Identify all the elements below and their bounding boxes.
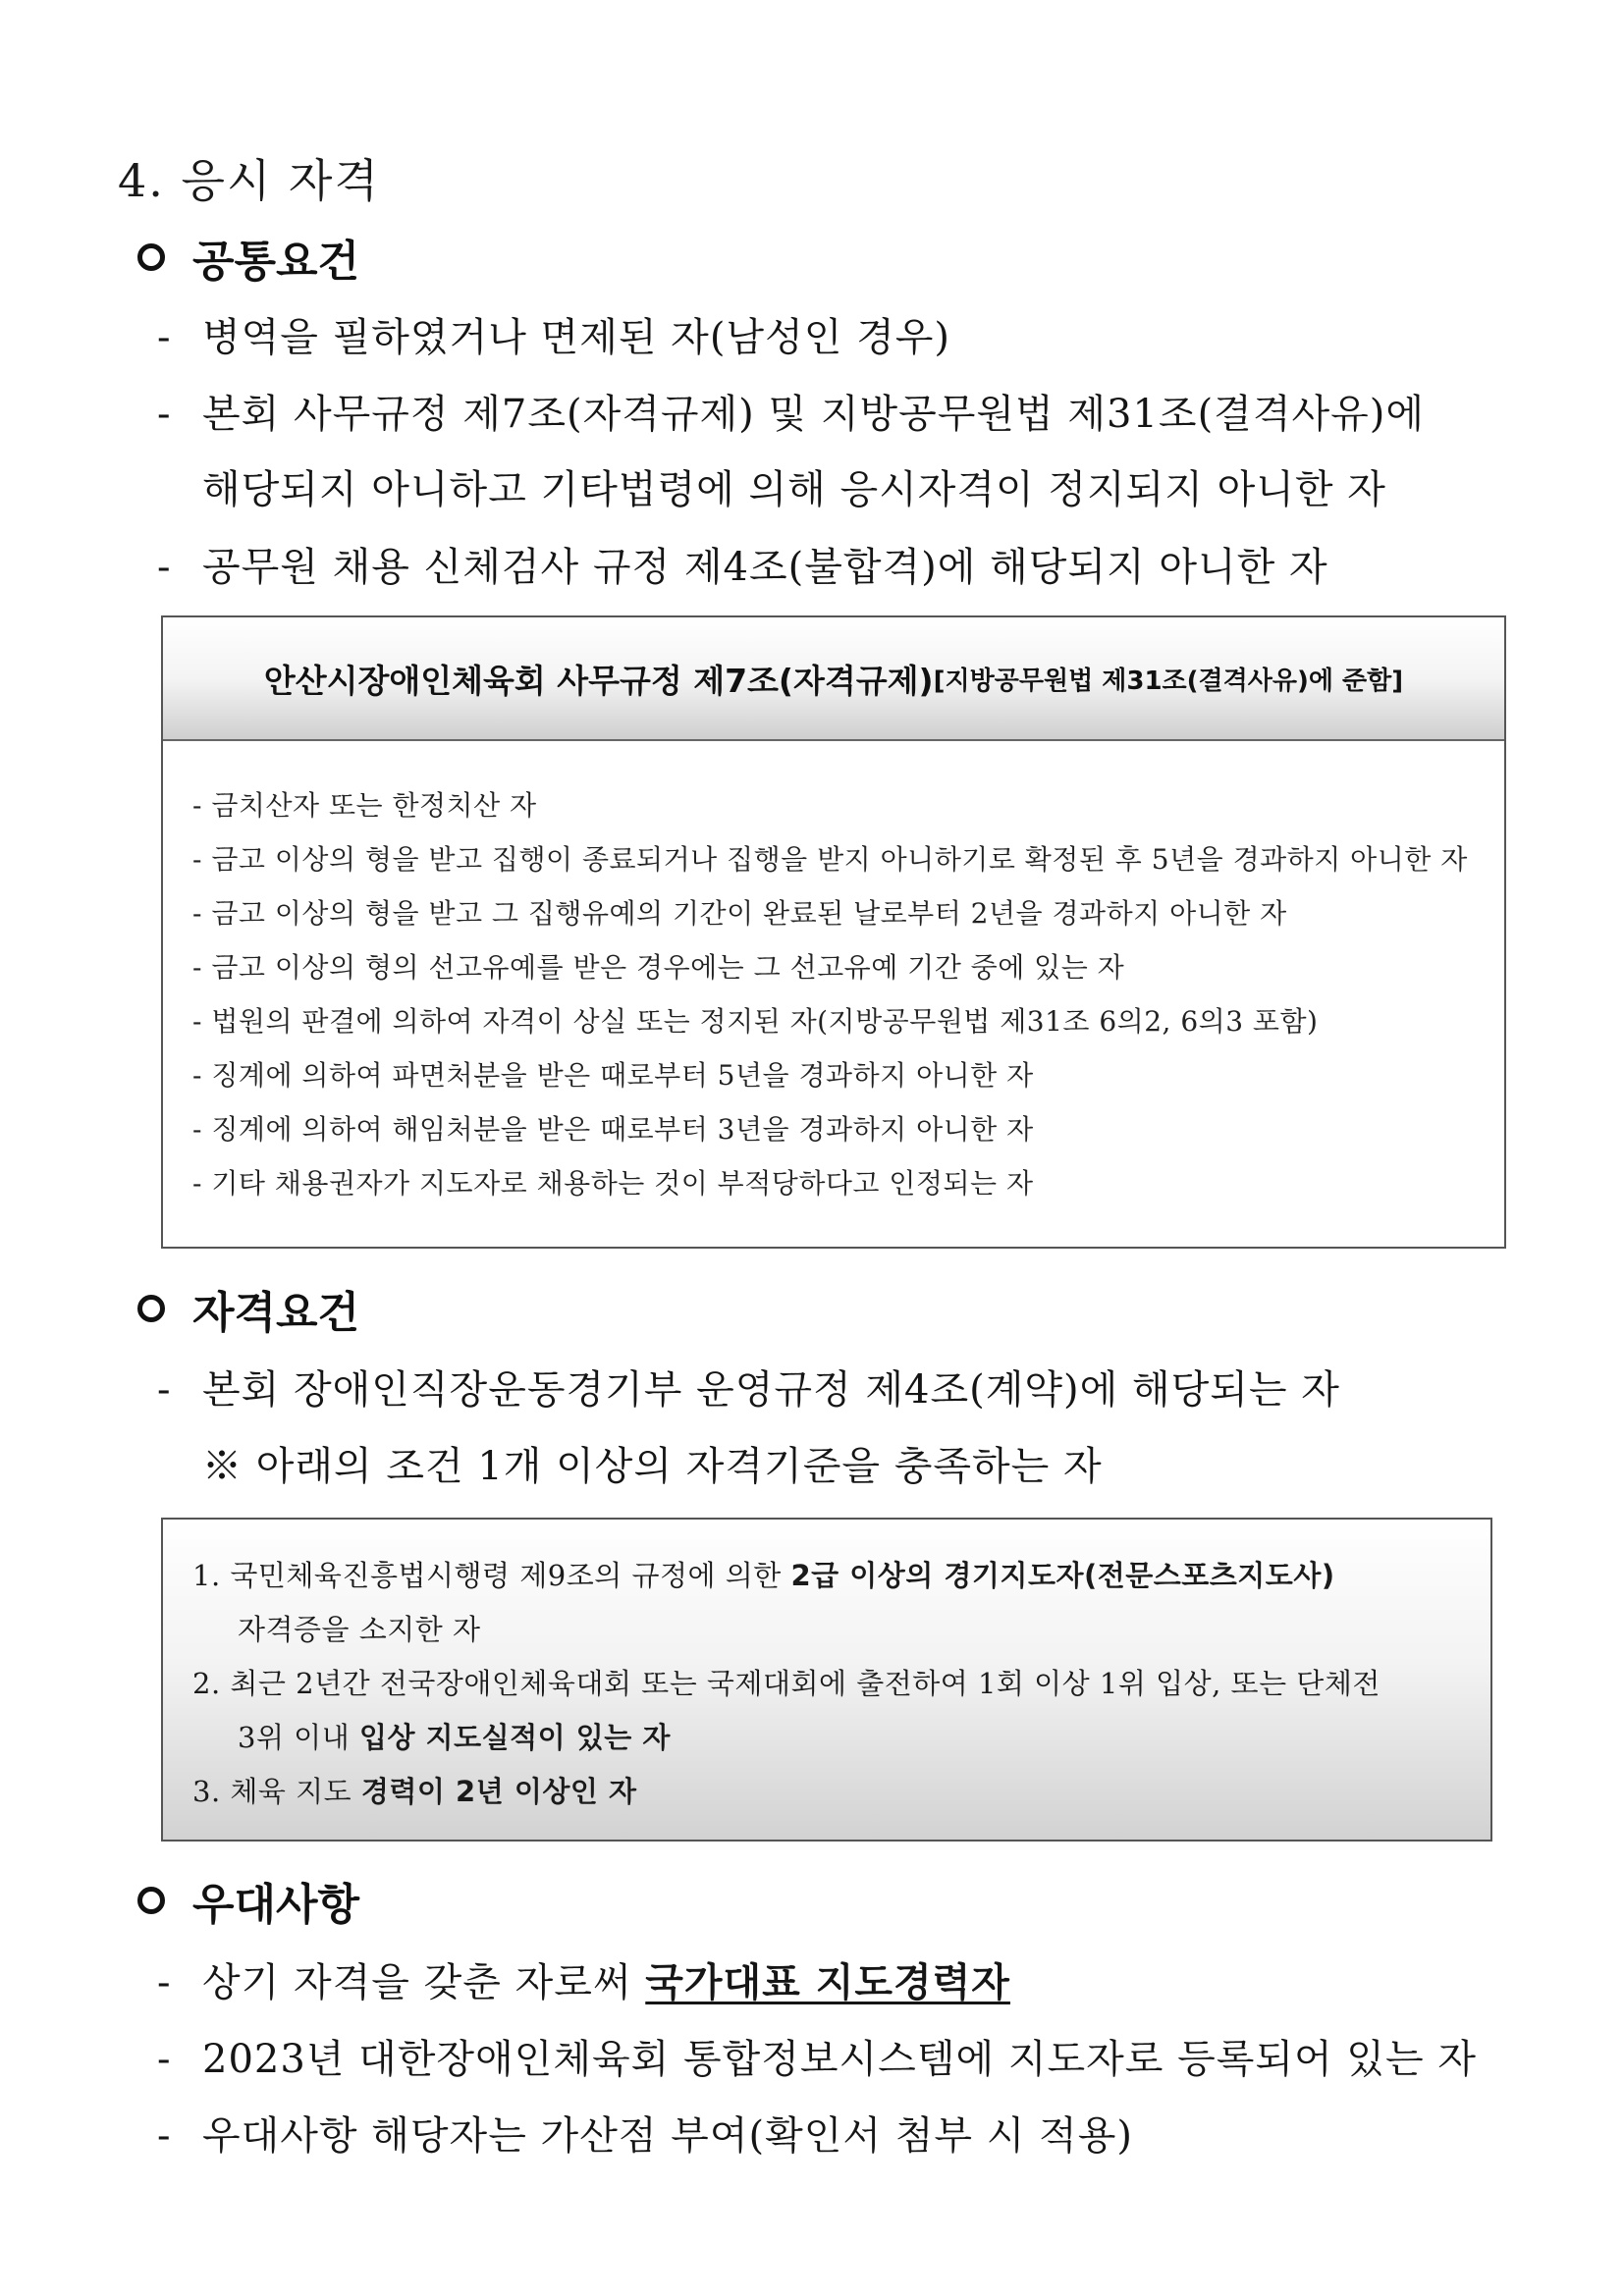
common-item: - 병역을 필하였거나 면제된 자(남성인 경우) <box>157 315 950 360</box>
qualification-note: ※ 아래의 조건 1개 이상의 자격기준을 충족하는 자 <box>202 1444 1103 1489</box>
criteria-item-continuation: 자격증을 소지한 자 <box>238 1613 481 1646</box>
disqualification-item: - 법원의 판결에 의하여 자격이 상실 또는 정지된 자(지방공무원법 제31조 6의2, 6의3 포함) <box>192 1005 1319 1038</box>
national-team-coach-highlight: 국가대표 지도경력자 <box>645 1960 1010 2005</box>
criteria-box <box>161 1518 1492 1842</box>
criteria-item: 3. 체육 지도 경력이 2년 이상인 자 <box>192 1775 637 1808</box>
common-item: - 공무원 채용 신체검사 규정 제4조(불합격)에 해당되지 아니한 자 <box>157 545 1328 590</box>
preference-item: - 우대사항 해당자는 가산점 부여(확인서 첨부 시 적용) <box>157 2113 1133 2159</box>
circle-bullet-icon <box>137 1887 165 1914</box>
preference-item: - 2023년 대한장애인체육회 통합정보시스템에 지도자로 등록되어 있는 자 <box>157 2037 1478 2082</box>
common-item: - 본회 사무규정 제7조(자격규제) 및 지방공무원법 제31조(결격사유)에 <box>157 392 1425 437</box>
disqualification-item: - 징계에 의하여 해임처분을 받은 때로부터 3년을 경과하지 아니한 자 <box>192 1113 1034 1146</box>
common-heading <box>137 226 359 289</box>
disqualification-item: - 금치산자 또는 한정치산 자 <box>192 789 537 822</box>
qualification-heading-text: 자격요건 <box>192 1288 360 1338</box>
section-title: 4. 응시 자격 <box>118 154 380 207</box>
preference-heading <box>137 1869 359 1932</box>
common-item-continuation: 해당되지 아니하고 기타법령에 의해 응시자격이 정지되지 아니한 자 <box>202 467 1386 512</box>
qualification-item: - 본회 장애인직장운동경기부 운영규정 제4조(계약)에 해당되는 자 <box>157 1367 1340 1413</box>
disqualification-item: - 금고 이상의 형을 받고 집행이 종료되거나 집행을 받지 아니하기로 확정된 후 5년을 경과하지 아니한 자 <box>192 843 1468 876</box>
preference-item: - 상기 자격을 갖춘 자로써 국가대표 지도경력자 <box>157 1960 1010 2005</box>
disqualification-item: - 금고 이상의 형의 선고유예를 받은 경우에는 그 선고유예 기간 중에 있는 자 <box>192 951 1125 984</box>
preference-heading-text: 우대사항 <box>192 1880 360 1930</box>
criteria-item: 1. 국민체육진흥법시행령 제9조의 규정에 의한 2급 이상의 경기지도자(전문스포츠지도사) <box>192 1559 1335 1592</box>
common-heading-text: 공통요건 <box>192 237 360 287</box>
qualification-heading <box>137 1277 359 1340</box>
criteria-item-continuation: 3위 이내 입상 지도실적이 있는 자 <box>238 1721 671 1754</box>
disqualification-box <box>161 615 1506 1249</box>
disqualification-item: - 징계에 의하여 파면처분을 받은 때로부터 5년을 경과하지 아니한 자 <box>192 1059 1034 1092</box>
circle-bullet-icon <box>137 1295 165 1322</box>
disqualification-item: - 금고 이상의 형을 받고 그 집행유예의 기간이 완료된 날로부터 2년을 경과하지 아니한 자 <box>192 897 1287 930</box>
criteria-item: 2. 최근 2년간 전국장애인체육대회 또는 국제대회에 출전하여 1회 이상 1위 입상, 또는 단체전 <box>192 1667 1380 1700</box>
circle-bullet-icon <box>137 243 165 271</box>
disqualification-box-title: 안산시장애인체육회 사무규정 제7조(자격규제) [지방공무원법 제31조(결격사유)에 준함] <box>163 617 1504 741</box>
disqualification-item: - 기타 채용권자가 지도자로 채용하는 것이 부적당하다고 인정되는 자 <box>192 1167 1034 1200</box>
